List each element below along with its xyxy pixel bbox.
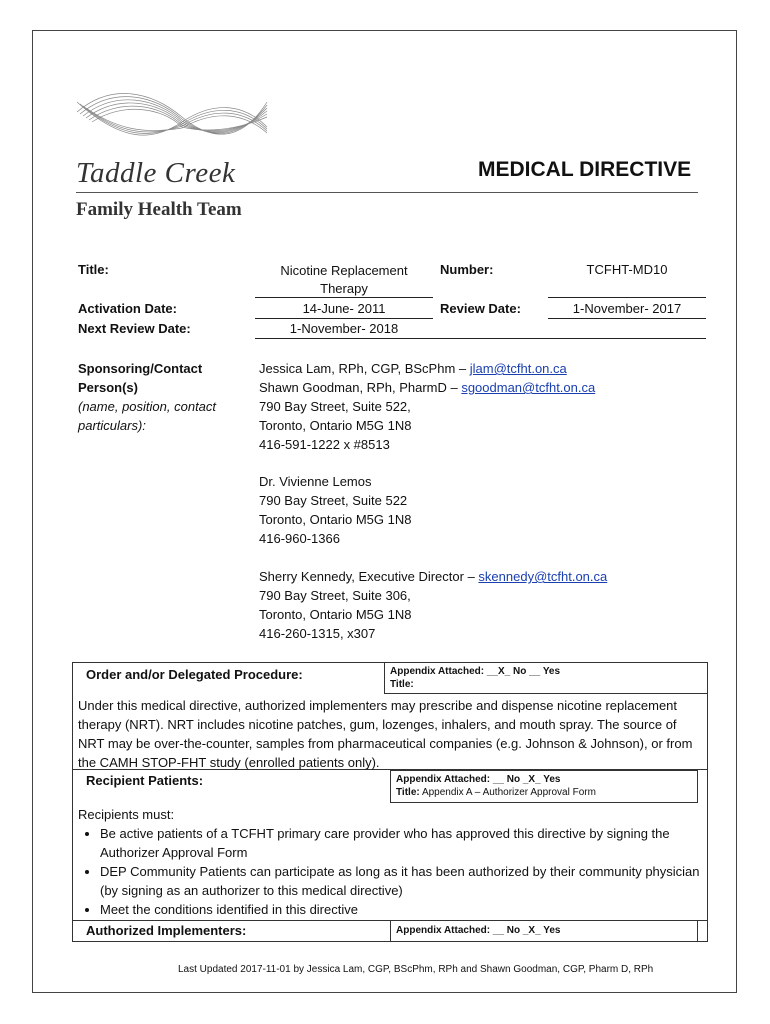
list-item: • Be active patients of a TCFHT primary care provider who has approved this directive by signing the Authorizer Approval Form bbox=[100, 824, 703, 862]
header-rule bbox=[76, 192, 698, 193]
recipients-heading: Recipient Patients: bbox=[86, 773, 204, 788]
contact-block-2 bbox=[259, 472, 411, 548]
contact-1-address: 790 Bay Street, Suite 522, bbox=[259, 399, 411, 414]
recipients-appendix-title-label: Title: bbox=[396, 787, 420, 798]
review-underline bbox=[548, 318, 706, 319]
org-name-line2: Family Health Team bbox=[76, 199, 242, 220]
recipients-appendix-title: Appendix A – Authorizer Approval Form bbox=[421, 787, 596, 798]
activation-value: 14-June- 2011 bbox=[302, 301, 386, 316]
list-item: • DEP Community Patients can participate as long as it has been authorized by their community physician (by signing as an authorizer to this medical directive) bbox=[100, 862, 703, 900]
title-label: Title: bbox=[78, 262, 109, 277]
next-review-label: Next Review Date: bbox=[78, 321, 191, 336]
contact-2-name: Dr. Vivienne Lemos bbox=[259, 474, 372, 489]
contact-3-address: 790 Bay Street, Suite 306, bbox=[259, 588, 411, 603]
number-label: Number: bbox=[440, 262, 494, 277]
sponsor-label-line4: particulars): bbox=[78, 418, 146, 433]
implementers-heading: Authorized Implementers: bbox=[86, 923, 247, 938]
sponsor-label-line3: (name, position, contact bbox=[78, 399, 217, 414]
activation-label: Activation Date: bbox=[78, 301, 177, 316]
recipients-intro: Recipients must: bbox=[78, 807, 175, 822]
recipients-appendix-title-line bbox=[396, 786, 692, 799]
title-underline bbox=[255, 297, 433, 298]
order-appendix-box bbox=[384, 662, 708, 694]
order-body: Under this medical directive, authorized implementers may prescribe and dispense nicotine replacement therapy (NRT). NRT includes nicotine patches, gum, lozenges, inhalers, and mouth spray. The source of NRT may be over-the-counter, samples from pharmaceutical companies (e.g. Johnson & Johnson), or from the CAMH STOP-FHT study (enrolled patients only). bbox=[78, 698, 693, 770]
contact-3-city: Toronto, Ontario M5G 1N8 bbox=[259, 607, 412, 622]
contact-block-1 bbox=[259, 359, 595, 454]
number-value: TCFHT-MD10 bbox=[586, 262, 668, 277]
recipients-appendix-status: Appendix Attached: __ No _X_ Yes bbox=[396, 774, 561, 785]
sponsor-label-line1: Sponsoring/Contact bbox=[78, 361, 203, 376]
review-label: Review Date: bbox=[440, 301, 521, 316]
title-value: Nicotine Replacement Therapy bbox=[280, 263, 408, 296]
org-name-line1: Taddle Creek bbox=[76, 157, 236, 189]
footer-last-updated: Last Updated 2017-11-01 by Jessica Lam, CGP, BScPhm, RPh and Shawn Goodman, CGP, Pharm D, RPh bbox=[178, 964, 654, 975]
contact-block-3 bbox=[259, 567, 607, 643]
contact-3-email-link[interactable]: skennedy@tcfht.on.ca bbox=[478, 569, 608, 584]
contact-1-line2 bbox=[259, 378, 595, 397]
next-review-value: 1-November- 2018 bbox=[289, 321, 399, 336]
sponsor-label bbox=[78, 359, 216, 435]
taddle-creek-logo bbox=[72, 82, 272, 157]
contact-2-phone: 416-960-1366 bbox=[259, 531, 340, 546]
contact-3-phone: 416-260-1315, x307 bbox=[259, 626, 376, 641]
contact-2-address: 790 Bay Street, Suite 522 bbox=[259, 493, 408, 508]
list-item: • Meet the conditions identified in this directive bbox=[100, 900, 703, 919]
order-heading: Order and/or Delegated Procedure: bbox=[86, 667, 303, 682]
contact-1-phone: 416-591-1222 x #8513 bbox=[259, 437, 390, 452]
activation-underline bbox=[255, 318, 433, 319]
contact-1b-name: Shawn Goodman, RPh, PharmD – bbox=[259, 380, 462, 395]
contact-1-city: Toronto, Ontario M5G 1N8 bbox=[259, 418, 412, 433]
contact-1-line1 bbox=[259, 359, 595, 378]
order-appendix-title: Title: bbox=[390, 679, 414, 690]
next-review-underline bbox=[255, 338, 706, 339]
number-underline bbox=[548, 297, 706, 298]
implementers-appendix-box bbox=[390, 920, 698, 942]
contact-2-city: Toronto, Ontario M5G 1N8 bbox=[259, 512, 412, 527]
implementers-appendix-status: Appendix Attached: __ No _X_ Yes bbox=[396, 925, 561, 936]
contact-1-email-link[interactable]: jlam@tcfht.on.ca bbox=[469, 361, 567, 376]
review-value: 1-November- 2017 bbox=[572, 301, 682, 316]
sponsor-label-line2: Person(s) bbox=[78, 380, 138, 395]
recipients-appendix-box bbox=[390, 770, 698, 803]
recipients-body bbox=[78, 805, 703, 919]
contact-1b-email-link[interactable]: sgoodman@tcfht.on.ca bbox=[461, 380, 596, 395]
document-type-title: MEDICAL DIRECTIVE bbox=[478, 158, 692, 181]
recipients-list bbox=[78, 824, 703, 919]
contact-3-line1 bbox=[259, 567, 607, 586]
order-appendix-status: Appendix Attached: __X_ No __ Yes bbox=[390, 666, 561, 677]
contact-1-name: Jessica Lam, RPh, CGP, BScPhm – bbox=[259, 361, 470, 376]
contact-3-name: Sherry Kennedy, Executive Director – bbox=[259, 569, 479, 584]
